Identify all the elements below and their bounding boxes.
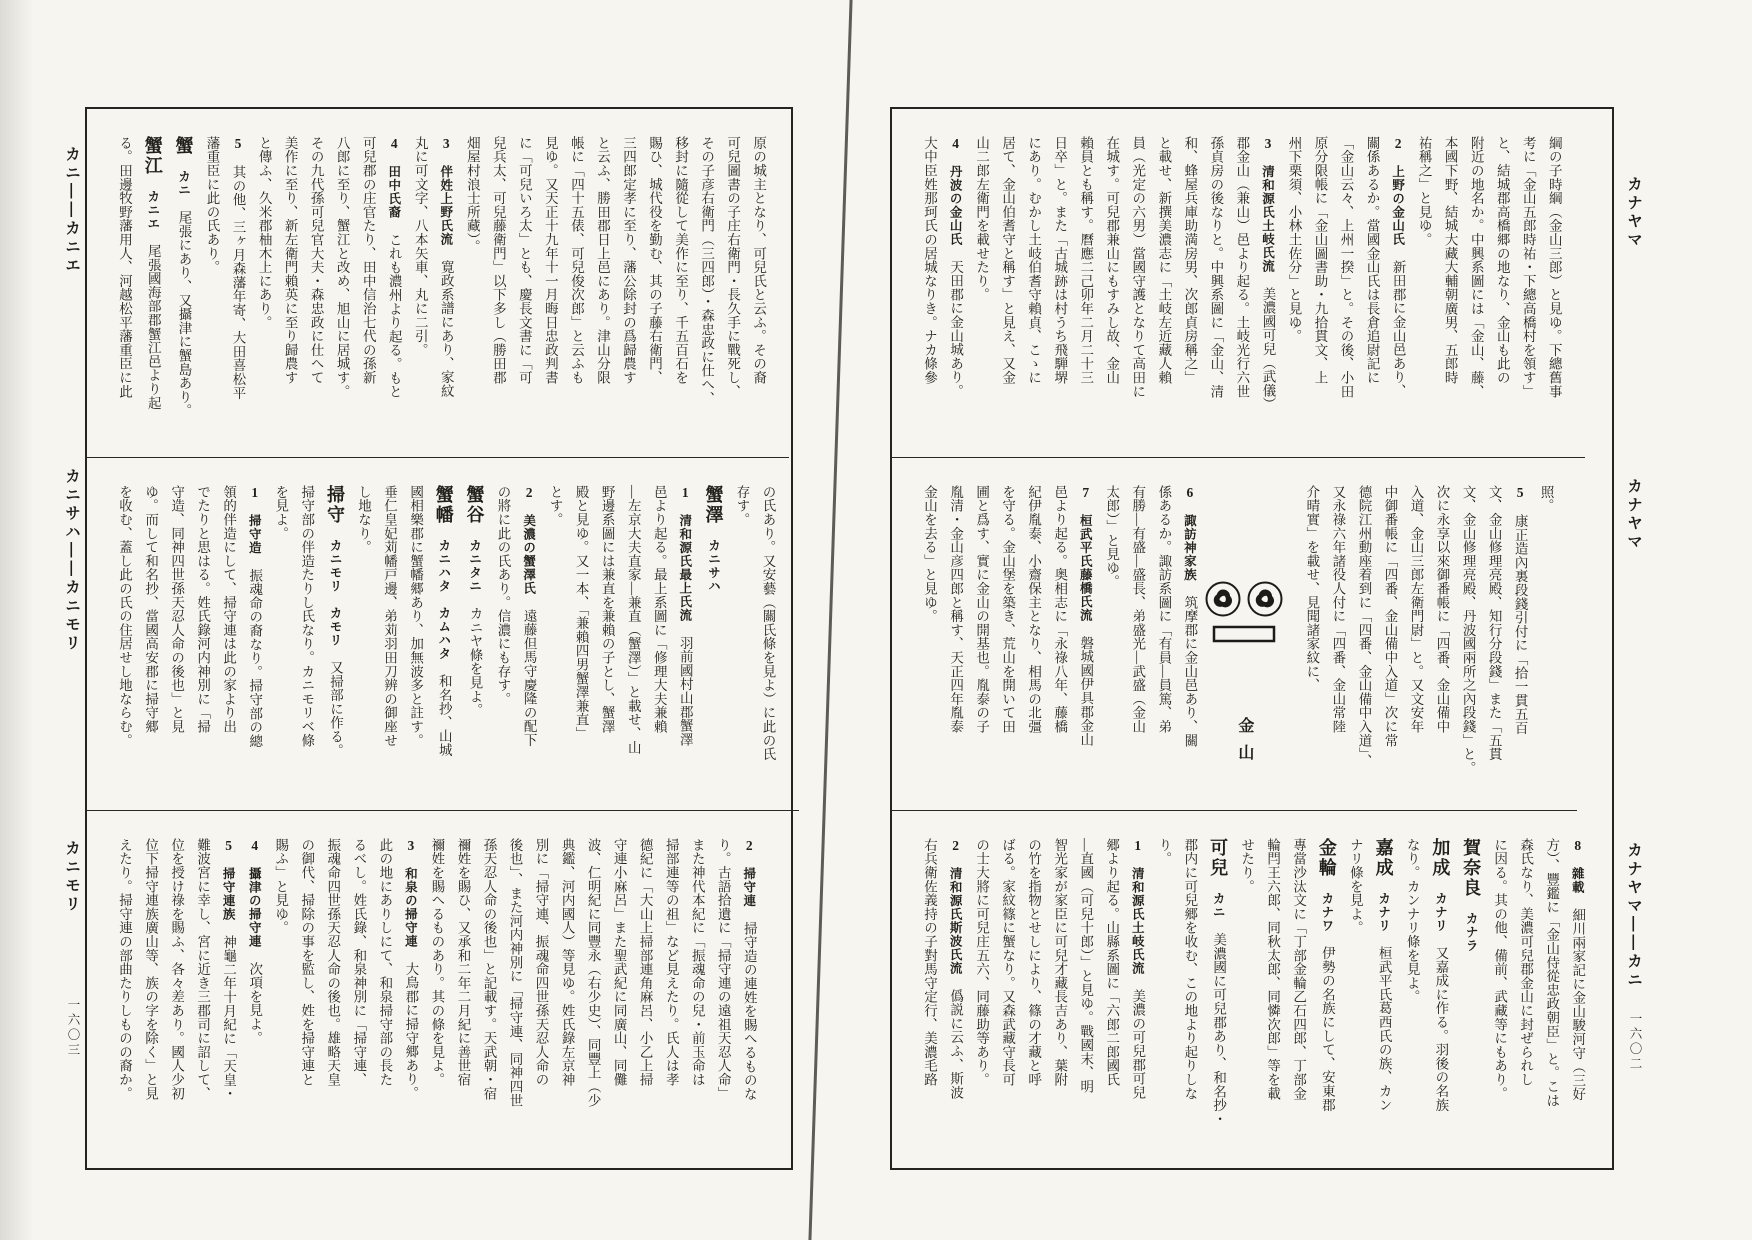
running-head-left-bottom: カニモリ xyxy=(63,840,80,914)
text-column: 「金山云々、上州一揆」と。その後、小田 xyxy=(1338,136,1354,399)
text-column: ―直國（可兒十郎）」と見ゆ。戰國末、明 xyxy=(1078,838,1094,1094)
page-edge-shade xyxy=(0,0,34,1240)
text-column: に「可兒いろ太」とも、慶長文書に「可 xyxy=(516,136,532,385)
text-column: 1 掃守造 振魂命の裔なり。掃守部の總 xyxy=(247,485,263,748)
text-column: 考に「金山五郎時祐・下總高橋村を領す」 xyxy=(1520,136,1536,399)
text-column: 三四郎定孝に至り、藩公除封の爲歸農す xyxy=(621,136,636,385)
text-column: 賜ふ」と見ゆ。 xyxy=(273,838,289,935)
running-head-right-bottom: カナヤマ――カニ xyxy=(1625,842,1642,990)
text-column: 5 其の他、三ヶ月森藩年寄、大田喜松平 xyxy=(230,136,246,400)
text-column: 位下掃守連族廣山等、族の字を除く」と見 xyxy=(143,838,159,1101)
text-column: えたり。掃守連の部曲たりしものの裔か。 xyxy=(117,838,133,1101)
text-column: 嘉成 カナリ 桓武平氏葛西氏の族、カン xyxy=(1373,838,1394,1112)
text-column: 見ゆ。又天正十九年十一月晦日忠政判書 xyxy=(542,136,558,385)
text-column: 賜ひ、城代役を勤む、其の子藤右衛門、 xyxy=(647,136,663,385)
right-band-top xyxy=(892,109,1585,458)
text-column: の御代、掃除の事を監し、姓を掃守連と xyxy=(299,838,315,1087)
text-column: 6 諏訪神家族 筑摩郡に金山邑あり、關 xyxy=(1182,485,1198,748)
text-column: 圃と爲す、實に金山の開基也。胤泰の子 xyxy=(974,485,990,734)
text-column: 存す。 xyxy=(734,485,750,527)
text-column: 郡内に可兒郷を收む、この地より起りしな xyxy=(1182,838,1198,1101)
text-column: 蟹江 カニエ 尾張國海部郡蟹江邑より起 xyxy=(142,136,163,410)
text-column: 守造、同神四世孫天忍人命の後也」と見 xyxy=(169,485,185,734)
text-column: 和、蜂屋兵庫助満房男、次郎貞房稱之」 xyxy=(1182,136,1198,385)
page-left xyxy=(85,107,793,1170)
right-band-middle xyxy=(892,458,1577,811)
text-column: を收む、蓋し此の氏の住居せし地ならむ。 xyxy=(117,485,133,748)
page-number-right: 一六〇二 xyxy=(1628,1012,1642,1072)
text-column: に因る。其の他、備前、武藏等にもあり。 xyxy=(1492,838,1508,1101)
text-column: 1 清和源氏最上氏流 羽前國村山郡蟹澤 xyxy=(677,485,693,747)
running-head-left-top: カニ――カニエ xyxy=(63,146,80,276)
text-column: 2 美濃の蟹澤氏 遠藤但馬守慶隆の配下 xyxy=(521,485,537,747)
text-column: を守る。金山堡を築き、荒山を開いて田 xyxy=(1000,485,1016,734)
text-column: 太郎）」と見ゆ。 xyxy=(1104,485,1120,589)
text-column: 2 掃守連 掃守造の連姓を賜へるものな xyxy=(741,838,757,1101)
text-column: 祐稱之」と見ゆ。 xyxy=(1416,136,1432,247)
text-column: 八郎に至り、蟹江と改め、旭山に居城す。 xyxy=(334,136,350,399)
text-column: 掃守 カニモリ カモリ 又掃部に作る。 xyxy=(324,485,345,758)
text-column: 可兒郡の庄官たり、田中信治七代の孫新 xyxy=(360,136,376,385)
text-column: 綱の子時綱（金山三郎）と見ゆ。下總舊事 xyxy=(1546,136,1562,399)
text-column: 居て、金山伯耆守と稱す」と見え、又金 xyxy=(1000,136,1016,385)
text-column: 又永祿六年諸役人付に「四番、金山常陸 xyxy=(1330,485,1346,734)
text-column: 3 伴姓上野氏流 寛政系譜にあり、家紋 xyxy=(438,136,454,398)
text-column: 輪閂王六郎、同秋太郎、同憐次郎」等を載 xyxy=(1265,838,1281,1101)
text-column: 帳に「四十五俵、可兒俊次郎」と云ふも xyxy=(568,136,584,385)
text-column: と傳ふ、久米郡柚木上にあり。 xyxy=(256,136,272,330)
text-column: 智光家が家臣に可兒才藏長吉あり、葉附 xyxy=(1052,838,1068,1087)
text-column: 專當沙汰文に「丁部金輪乙石四郎、丁部金 xyxy=(1291,838,1307,1101)
text-column: 德紀に「大山上掃部連角麻呂、小乙上掃 xyxy=(637,838,653,1087)
text-column: 照。 xyxy=(1538,485,1554,513)
text-column: 兒兵太、可兒藤衛門」以下多し（勝田郡 xyxy=(490,136,506,385)
text-column: 禰姓を賜へるものあり。其の條を見よ。 xyxy=(429,838,445,1087)
right-band-bottom xyxy=(892,811,1608,1165)
text-column: 加成 カナリ 又嘉成に作る。羽後の名族 xyxy=(1430,838,1451,1112)
text-column: また神代本紀に「振魂命の兒・前玉命は xyxy=(689,838,705,1087)
text-column: 在城す。可兒郡兼山にもすみし故、金山 xyxy=(1104,136,1120,385)
text-column: ばる。家紋篠に蟹なり。又森武藏守長可 xyxy=(1000,838,1016,1087)
text-column: 畑屋村浪士所藏）。 xyxy=(464,136,480,254)
text-column: 4 攝津の掃守連 次項を見よ。 xyxy=(247,838,263,1045)
text-column: ゆ。而して和名抄、當國高安郡に掃守郷 xyxy=(143,485,159,734)
text-column: 禰姓を賜ひ、又承和二年二月紀に善世宿 xyxy=(455,838,471,1087)
text-column: 蟹 カニ 尾張にあり、又攝津に蟹島あり。 xyxy=(173,136,194,418)
text-column: 3 和泉の掃守連 大鳥郡に掃守郷あり。 xyxy=(403,838,419,1100)
text-column: り。 xyxy=(1156,838,1172,866)
page-spine-shadow xyxy=(808,0,852,1240)
text-column: 蟹澤 カニサハ xyxy=(703,485,724,593)
text-column: る。田邊牧野藩用人、河越松平藩重臣に此 xyxy=(117,136,133,399)
text-column: の士大將に可兒庄五六、同藤助等あり。 xyxy=(974,838,990,1087)
text-column: 掃守部の伴造たりし氏なり。カニモリベ條 xyxy=(299,485,315,748)
text-column: 文、金山修理亮殿、知行分段錢」また「五貫 xyxy=(1486,485,1502,761)
text-column: でたりと思はる。姓氏錄河内神別に「掃 xyxy=(195,485,211,734)
text-column: ナリ條を見よ。 xyxy=(1347,838,1363,935)
text-column: 次に永享以來御番帳に「四番、金山備中 xyxy=(1434,485,1450,734)
crest-caption: 金山 xyxy=(1235,717,1253,771)
text-column: 別に「掃守連、振魂命四世孫天忍人命の xyxy=(533,838,549,1087)
text-column: 金輪 カナワ 伊勢の名族にして、安東郡 xyxy=(1316,838,1337,1112)
kamon-crest xyxy=(1196,485,1292,798)
text-column: 附近の地名か。中興系圖には「金山、藤、 xyxy=(1468,136,1484,399)
text-column: 原の城主となり、可兒氏と云ふ。その裔 xyxy=(751,136,767,385)
text-column: 美作に至り、新左衛門賴英に至り歸農す xyxy=(282,136,298,385)
text-column: 賴員とも稱す。曆應二己卯年二月二十三 xyxy=(1078,136,1094,385)
text-column: 州下栗須、小林土佐分」と見ゆ。 xyxy=(1286,136,1302,343)
text-column: 7 桓武平氏藤橋氏流 磐城國伊具郡金山 xyxy=(1078,485,1094,747)
text-column: 邑より起る。最上系圖に「修理大夫兼賴 xyxy=(651,485,667,734)
text-column: の將に此の氏あり。信濃にも存す。 xyxy=(495,485,511,706)
text-column: 位を授け祿を賜ふ、各々差あり。國人少初 xyxy=(169,838,185,1101)
text-column: 蟹幡 カニハタ カムハタ 和名抄、山城 xyxy=(433,485,454,757)
text-column: 介晴實」を載せ、見聞諸家紋に、 xyxy=(1304,485,1320,692)
text-column: 3 清和源氏土岐氏流 美濃國可兒（武儀） xyxy=(1260,136,1276,412)
text-column: 金山を去る」と見ゆ。 xyxy=(922,485,938,623)
text-column: と、結城郡高橋郷の地なり、金山も此の xyxy=(1494,136,1510,385)
text-column: 入道、金山三郎左衛門尉」と。又文安年 xyxy=(1408,485,1424,734)
text-column: 4 田中氏裔 これも濃州より起る。もと xyxy=(386,136,402,399)
text-column: 森氏なり、美濃可兒郡金山に封ぜられし xyxy=(1518,838,1534,1087)
text-column: 本國下野、結城大藏大輔朝廣男、五郎時 xyxy=(1442,136,1458,385)
text-column: 郡金山（兼山）邑より起る。土岐光行六世 xyxy=(1234,136,1250,399)
text-column: せたり。 xyxy=(1239,838,1255,894)
text-column: 大中臣姓那珂氏の居城なりき。ナカ條參 xyxy=(922,136,938,385)
text-column: と載せ、新撰美濃志に「土岐左近藏人賴 xyxy=(1156,136,1172,385)
left-band-middle xyxy=(87,458,799,811)
text-column: 難波宮に幸し、宮に近き三郡司に詔して、 xyxy=(195,838,211,1101)
text-column: 掃部連等の祖」など見えたり。氏人は孝 xyxy=(663,838,679,1087)
left-band-top xyxy=(87,109,789,458)
text-column: 4 丹波の金山氏 天田郡に金山城あり。 xyxy=(948,136,964,398)
page-right xyxy=(890,107,1614,1170)
text-column: を見よ。 xyxy=(273,485,289,541)
text-column: 中御番帳に「四番、金山備中入道」次に常 xyxy=(1382,485,1398,748)
text-column: 2 清和源氏斯波氏流 僞説に云ふ、斯波 xyxy=(948,838,964,1100)
text-column: 員（光定の六男）當國守護となりて高田に xyxy=(1130,136,1146,399)
text-column: 野邊系圖には兼直を兼賴の子とし、蟹澤 xyxy=(599,485,615,734)
text-column: 5 掃守連族 神龜二年十月紀に「天皇・ xyxy=(221,838,237,1101)
text-column: その子彦右衛門（三四郎）・森忠政に仕へ、 xyxy=(699,136,715,406)
text-column: 守連小麻呂」また聖武紀に同廣山、同儺 xyxy=(611,838,627,1087)
text-column: ―左京大夫直家―兼直（蟹澤）」と載せ、山 xyxy=(625,485,641,755)
text-column: とす。 xyxy=(547,485,563,527)
text-column: 原分限帳に「金山圖書助・九拾貫文、上 xyxy=(1312,136,1328,385)
text-column: 振魂命四世孫天忍人命の後也。雄略天皇 xyxy=(325,838,341,1087)
text-column: 孫貞房の後なりと。中興系圖に「金山、清 xyxy=(1208,136,1224,399)
text-column: 國相樂郡に蟹幡郷あり、加無波多と註す。 xyxy=(408,485,424,748)
text-column: 丸に可文字、八本矢車、丸に二引。 xyxy=(412,136,428,357)
text-column: り。古語拾遺に「掃守連の遠祖天忍人命」 xyxy=(715,838,731,1101)
text-column: その九代孫可兒官大夫・森忠政に仕へて xyxy=(308,136,324,385)
text-column: の氏あり。又安藝（關氏條を見よ）に此の氏 xyxy=(760,485,776,761)
text-column: 垂仁皇妃苅幡戸邊、弟苅羽田刀辨の御座せ xyxy=(382,485,398,748)
text-column: 日卒」と。また「古城跡は村うち飛騨堺 xyxy=(1052,136,1068,385)
text-column: 殿と見ゆ。又一本、「兼賴四男蟹澤兼直」 xyxy=(573,485,589,741)
text-column: 波、仁明紀に同豐永（右少史）、同豐上（少 xyxy=(585,838,601,1108)
text-column: 典鑑、河内國人）等見ゆ。姓氏錄左京神 xyxy=(559,838,575,1087)
text-column: 後也」、また河内神別に「掃守連、同神四世 xyxy=(507,838,523,1108)
text-column: 2 上野の金山氏 新田郡に金山邑あり、 xyxy=(1390,136,1406,398)
text-column: なり。カンナリ條を見よ。 xyxy=(1404,838,1420,1004)
text-column: 可兒圖書の子庄右衛門・長久手に戰死し、 xyxy=(725,136,741,399)
text-column: と云ふ、勝田郡日上邑にあり。津山分限 xyxy=(594,136,610,385)
text-column: 8 雜載 細川兩家記に金山駿河守（三好 xyxy=(1570,838,1586,1102)
two-tomoe-and-bar-icon xyxy=(1196,577,1292,645)
text-column: 可兒 カニ 美濃國に可兒郡あり、和名抄・ xyxy=(1208,838,1229,1126)
text-column: 德院江州動座着到に「四番、金山備中入道」、 xyxy=(1356,485,1372,769)
text-column: 賀奈良 カナラ xyxy=(1461,838,1482,953)
text-column: 藩重臣に此の氏あり。 xyxy=(204,136,220,274)
text-column: 郷より起る。山縣系圖に「六郎二郎國氏 xyxy=(1104,838,1120,1087)
text-column: 方）、豐鑑に「金山侍從忠政朝臣」と。こは xyxy=(1544,838,1560,1108)
text-column: 胤清・金山彦四郎と稱す、天正四年胤泰 xyxy=(948,485,964,734)
text-column: 關係あるか。當國金山氏は長倉追尉記に xyxy=(1364,136,1380,385)
text-column: 蟹谷 カニタニ カニヤ條を見よ。 xyxy=(464,485,485,718)
left-band-bottom xyxy=(87,811,780,1165)
text-column: し地なり。 xyxy=(356,485,371,554)
text-column: 此の地にありしにて、和泉掃守部の長た xyxy=(377,838,393,1087)
running-head-right-middle: カナヤマ xyxy=(1625,478,1642,552)
running-head-right-top: カナヤマ xyxy=(1625,176,1642,250)
text-column: 邑より起る。奥相志に「永祿八年、藤橋 xyxy=(1052,485,1068,734)
text-column: るべし。姓氏錄、和泉神別に「掃守連、 xyxy=(351,838,367,1087)
text-column: の竹を指物とせしにより、篠の才藏と呼 xyxy=(1026,838,1042,1087)
text-column: 紀伊胤泰、小齋保主となり、相馬の北彊 xyxy=(1026,485,1042,734)
running-head-left-middle: カニサハ――カニモリ xyxy=(63,468,80,653)
text-column: 領的伴造にして、掃守連は此の家より出 xyxy=(221,485,237,734)
text-column: 係あるか。諏訪系圖に「有員―員篤、弟 xyxy=(1156,485,1172,734)
text-column: 1 清和源氏土岐氏流 美濃の可兒郡可兒 xyxy=(1130,838,1146,1100)
text-column: 移封に隨從して美作に至り、千五百石を xyxy=(673,136,689,385)
text-column: 有勝―有盛―盛長、弟盛光―武盛（金山 xyxy=(1130,485,1146,734)
text-column: 右兵衛佐義持の子對馬守定行、美濃毛路 xyxy=(922,838,938,1087)
text-column: 孫天忍人命の後也」と記載す。天武朝・宿 xyxy=(481,838,497,1101)
text-column: 文、金山修理亮殿、丹波國兩所之內段錢」と。 xyxy=(1460,485,1476,775)
text-column: にあり。むかし土岐伯耆守賴貞、こゝに xyxy=(1026,136,1042,385)
text-column: 山二郎左衛門を載せたり。 xyxy=(974,136,990,302)
page-number-left: 一六〇三 xyxy=(66,998,80,1058)
text-column: 5 康正造內裏段錢引付に「拾一貫五百 xyxy=(1512,485,1528,735)
